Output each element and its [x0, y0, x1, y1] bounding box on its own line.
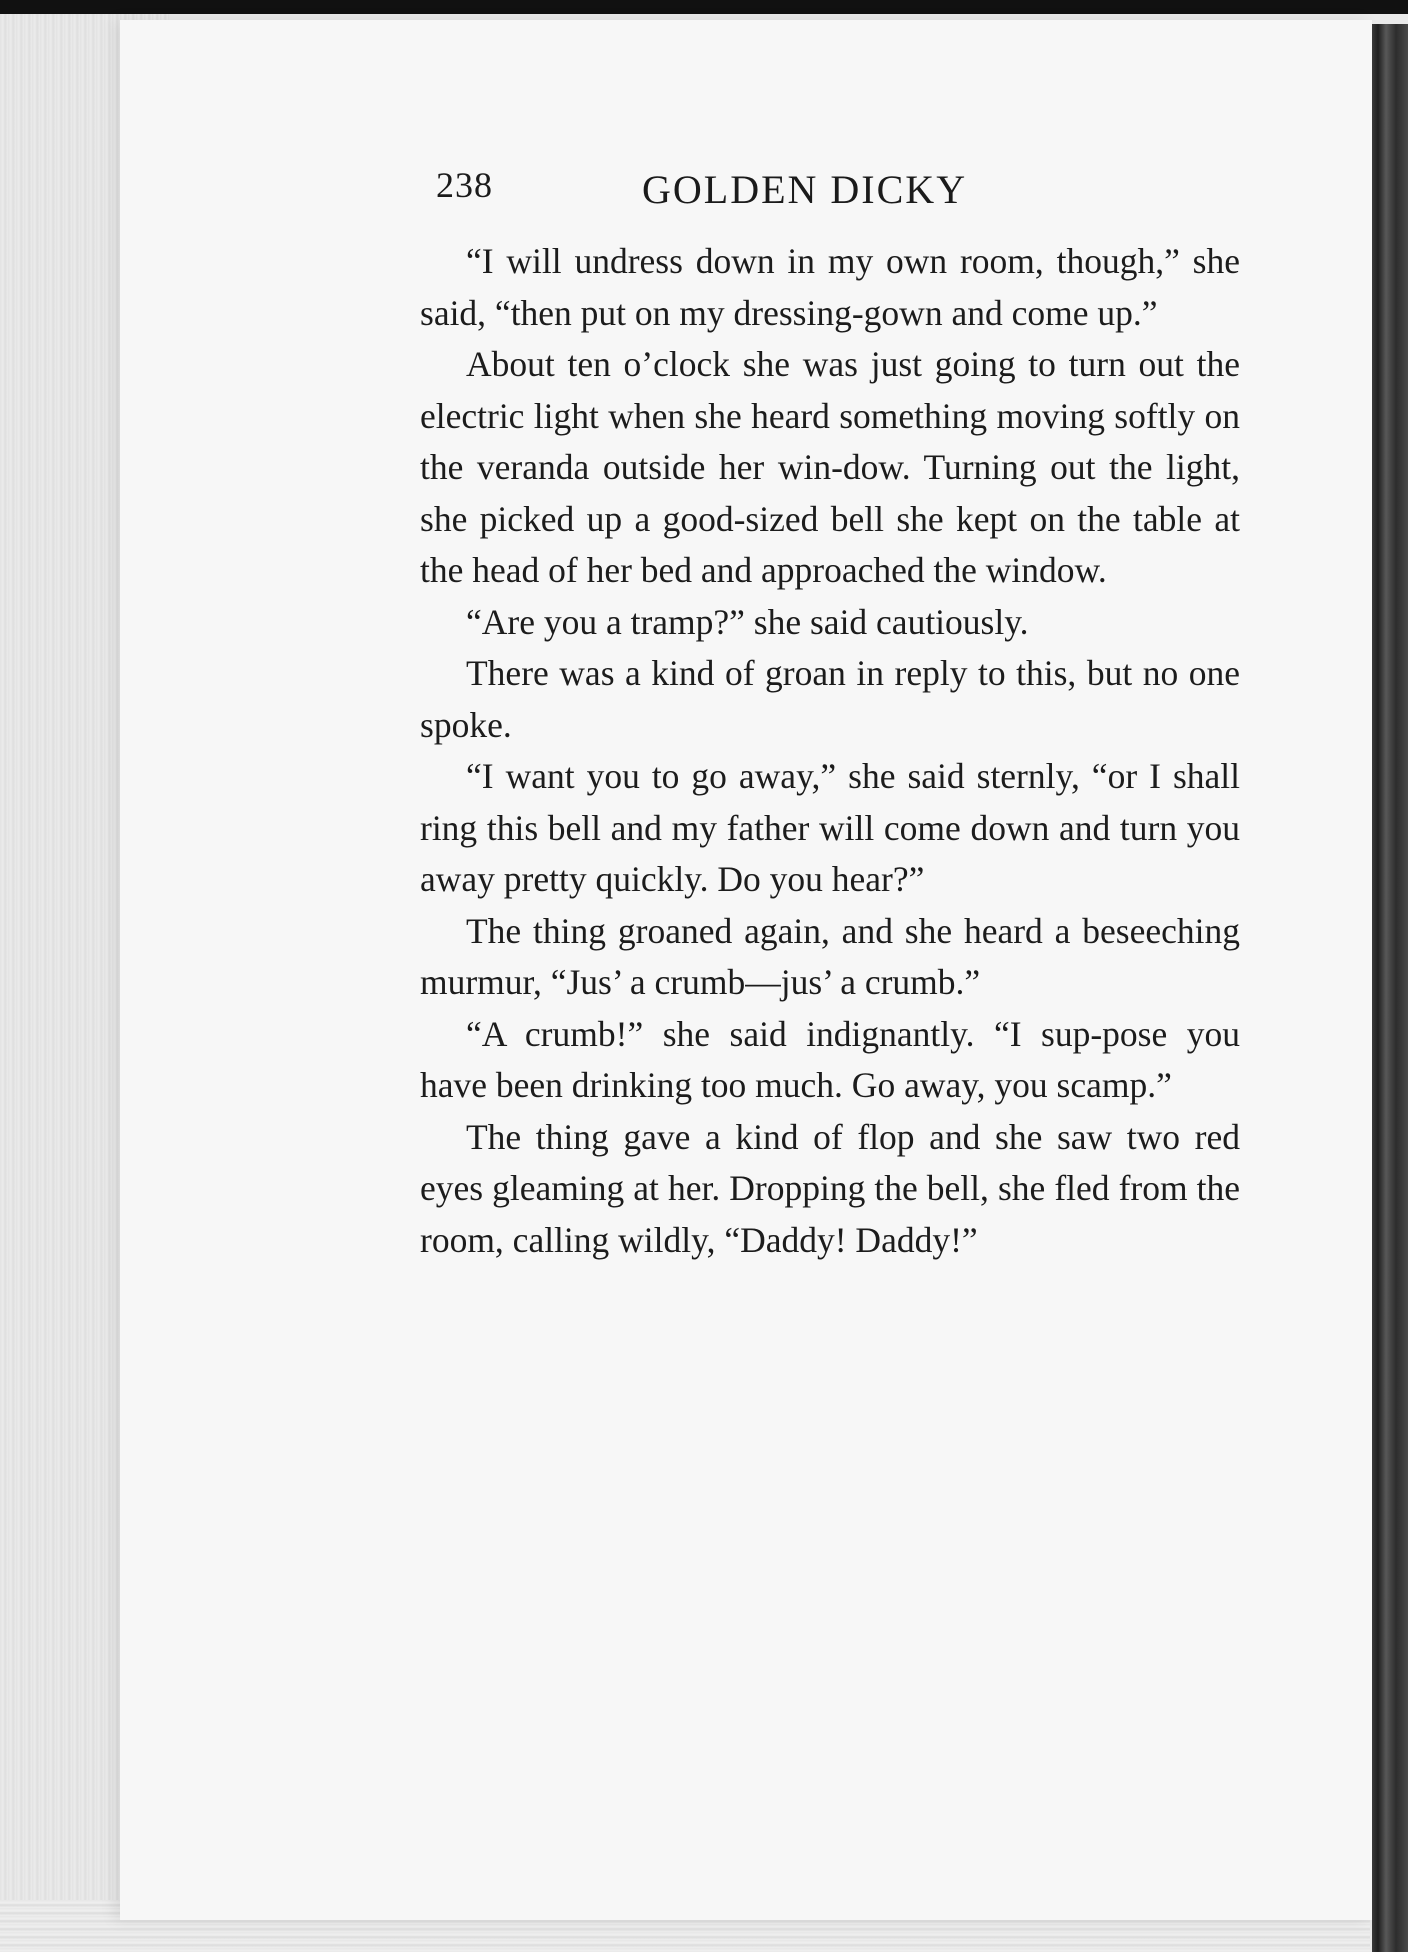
page-number: 238	[436, 165, 493, 205]
paragraph: “I want you to go away,” she said sternly, “or I shall ring this bell and my father will come down and turn you away pretty quickly. Do you hear?”	[420, 756, 1240, 899]
paragraph: There was a kind of groan in reply to this, but no one spoke.	[420, 653, 1240, 745]
paragraph: “I will undress down in my own room, though,” she said, “then put on my dressing-gown and come up.”	[420, 241, 1240, 333]
paragraph: The thing groaned again, and she heard a beseeching murmur, “Jus’ a crumb—jus’ a crumb.”	[420, 910, 1240, 1002]
page-header	[436, 160, 1046, 220]
paragraph: About ten o’clock she was just going to turn out the electric light when she heard something moving softly on the veranda outside her win-dow. Turning out the light, she picked up a good-sized bell she kept on the table at the head of her bed and approached the window.	[420, 344, 1240, 590]
body-text	[420, 236, 1240, 1266]
scan-top-border	[0, 0, 1408, 14]
paragraph: The thing gave a kind of flop and she saw two red eyes gleaming at her. Dropping the bell, she fled from the room, calling wildly, “Daddy! Daddy!”	[420, 1116, 1240, 1260]
running-head: GOLDEN DICKY	[642, 167, 968, 212]
paragraph: “A crumb!” she said indignantly. “I sup-pose you have been drinking too much. Go away, you scamp.”	[420, 1013, 1240, 1105]
book-cover-edge	[1372, 24, 1408, 1952]
paragraph: “Are you a tramp?” she said cautiously.	[466, 601, 1029, 642]
